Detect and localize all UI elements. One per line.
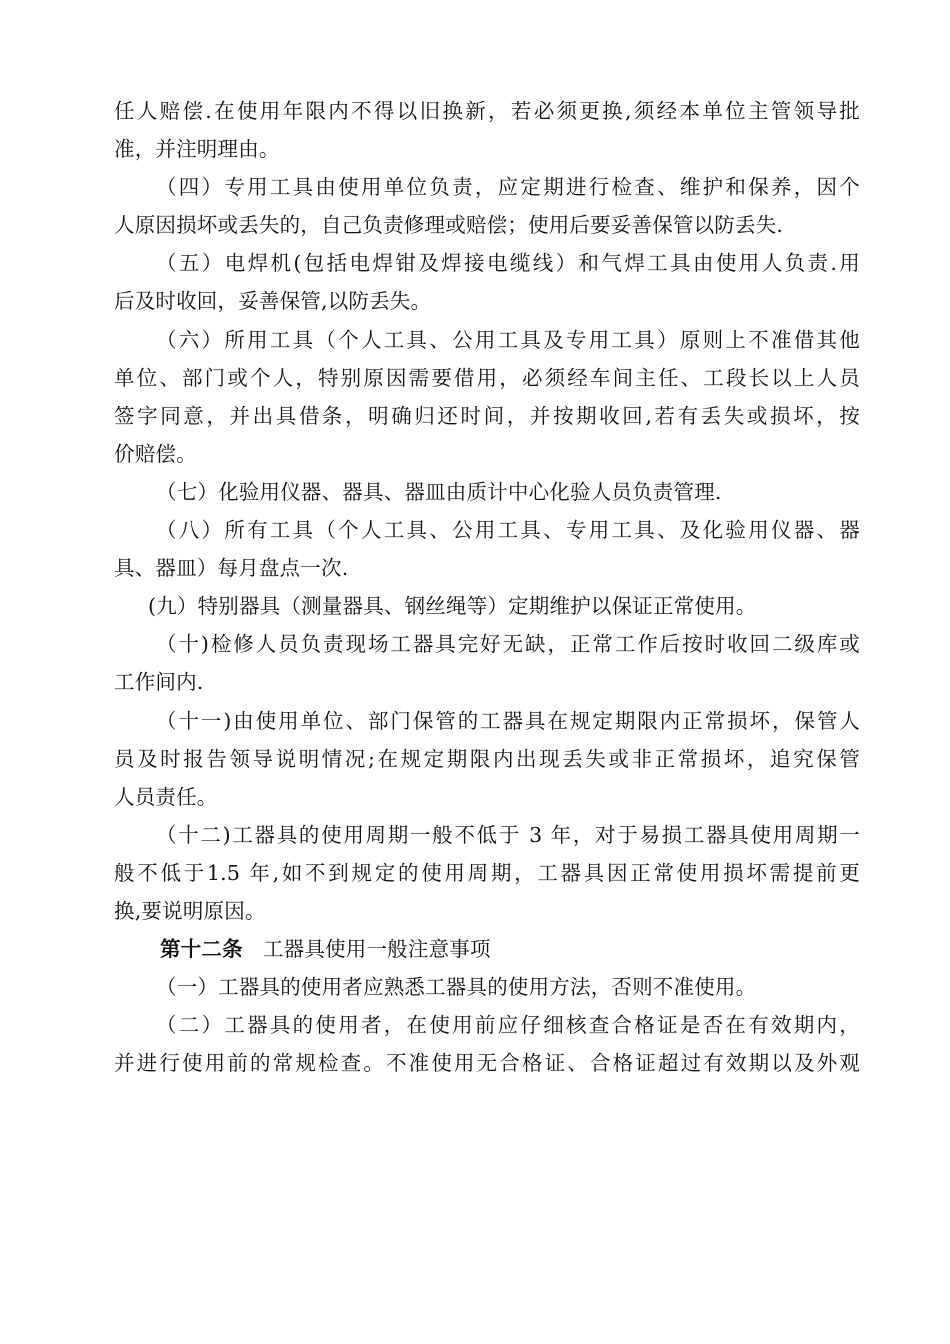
text-line: (九）特别器具（测量器具、钢丝绳等）定期维护以保证正常使用。 — [148, 594, 757, 619]
paragraph-article12-item-2 — [114, 1006, 860, 1082]
article-heading — [114, 930, 860, 968]
text-line: 准，并注明理由。 — [114, 137, 280, 162]
paragraph-item-11 — [114, 702, 860, 816]
text-line: （八）所有工具（个人工具、公用工具、专用工具、及化验用仪器、器 — [156, 518, 860, 543]
text-line: 员及时报告领导说明情况;在规定期限内出现丢失或非正常损坏，追究保管 — [114, 746, 860, 771]
text-line: 具、器皿）每月盘点一次. — [114, 556, 349, 581]
text-line: 人员责任。 — [114, 784, 218, 809]
text-line: （四）专用工具由使用单位负责，应定期进行检查、维护和保养，因个 — [156, 175, 860, 200]
paragraph-item-7 — [114, 473, 860, 511]
text-line: （一）工器具的使用者应熟悉工器具的使用方法，否则不准使用。 — [156, 975, 757, 1000]
text-line: （五）电焊机(包括电焊钳及焊接电缆线）和气焊工具由使用人负责.用 — [156, 251, 860, 276]
text-line: （十一)由使用单位、部门保管的工器具在规定期限内正常损坏，保管人 — [156, 708, 860, 733]
text-line: 人原因损坏或丢失的，自己负责修理或赔偿；使用后要妥善保管以防丢失. — [114, 213, 784, 238]
text-line: 工作间内. — [114, 670, 204, 695]
text-line: （七）化验用仪器、器具、器皿由质计中心化验人员负责管理. — [156, 479, 722, 504]
paragraph-item-8 — [114, 511, 860, 587]
paragraph-item-6 — [114, 321, 860, 473]
paragraph-item-9 — [114, 587, 860, 625]
text-line: 后及时收回，妥善保管,以防丢失。 — [114, 289, 432, 314]
paragraph-item-4 — [114, 168, 860, 244]
text-line: 价赔偿。 — [114, 441, 197, 466]
text-line: 换,要说明原因。 — [114, 898, 266, 923]
text-line: （六）所用工具（个人工具、公用工具及专用工具）原则上不准借其他 — [156, 327, 860, 352]
paragraph-item-12 — [114, 816, 860, 930]
text-line: 般不低于1.5 年,如不到规定的使用周期，工器具因正常使用损坏需提前更 — [114, 860, 860, 885]
article-title-spacer — [250, 937, 257, 961]
paragraph-continuation — [114, 92, 860, 168]
text-line: （十二)工器具的使用周期一般不低于 3 年，对于易损工器具使用周期一 — [156, 822, 860, 847]
document-page — [114, 92, 860, 1082]
paragraph-item-5 — [114, 244, 860, 320]
article-number: 第十二条 — [160, 937, 243, 962]
text-line: （十)检修人员负责现场工器具完好无缺，正常工作后按时收回二级库或 — [156, 632, 860, 657]
text-line: 单位、部门或个人，特别原因需要借用，必须经车间主任、工段长以上人员 — [114, 365, 860, 390]
paragraph-item-10 — [114, 625, 860, 701]
text-line: 签字同意，并出具借条，明确归还时间，并按期收回,若有丢失或损坏，按 — [114, 403, 860, 428]
text-line: 并进行使用前的常规检查。不准使用无合格证、合格证超过有效期以及外观 — [114, 1051, 860, 1076]
text-line: （二）工器具的使用者，在使用前应仔细核查合格证是否在有效期内， — [156, 1013, 860, 1038]
text-line: 任人赔偿.在使用年限内不得以旧换新，若必须更换,须经本单位主管领导批 — [114, 99, 860, 123]
paragraph-article12-item-1 — [114, 968, 860, 1006]
article-title: 工器具使用一般注意事项 — [262, 937, 491, 962]
